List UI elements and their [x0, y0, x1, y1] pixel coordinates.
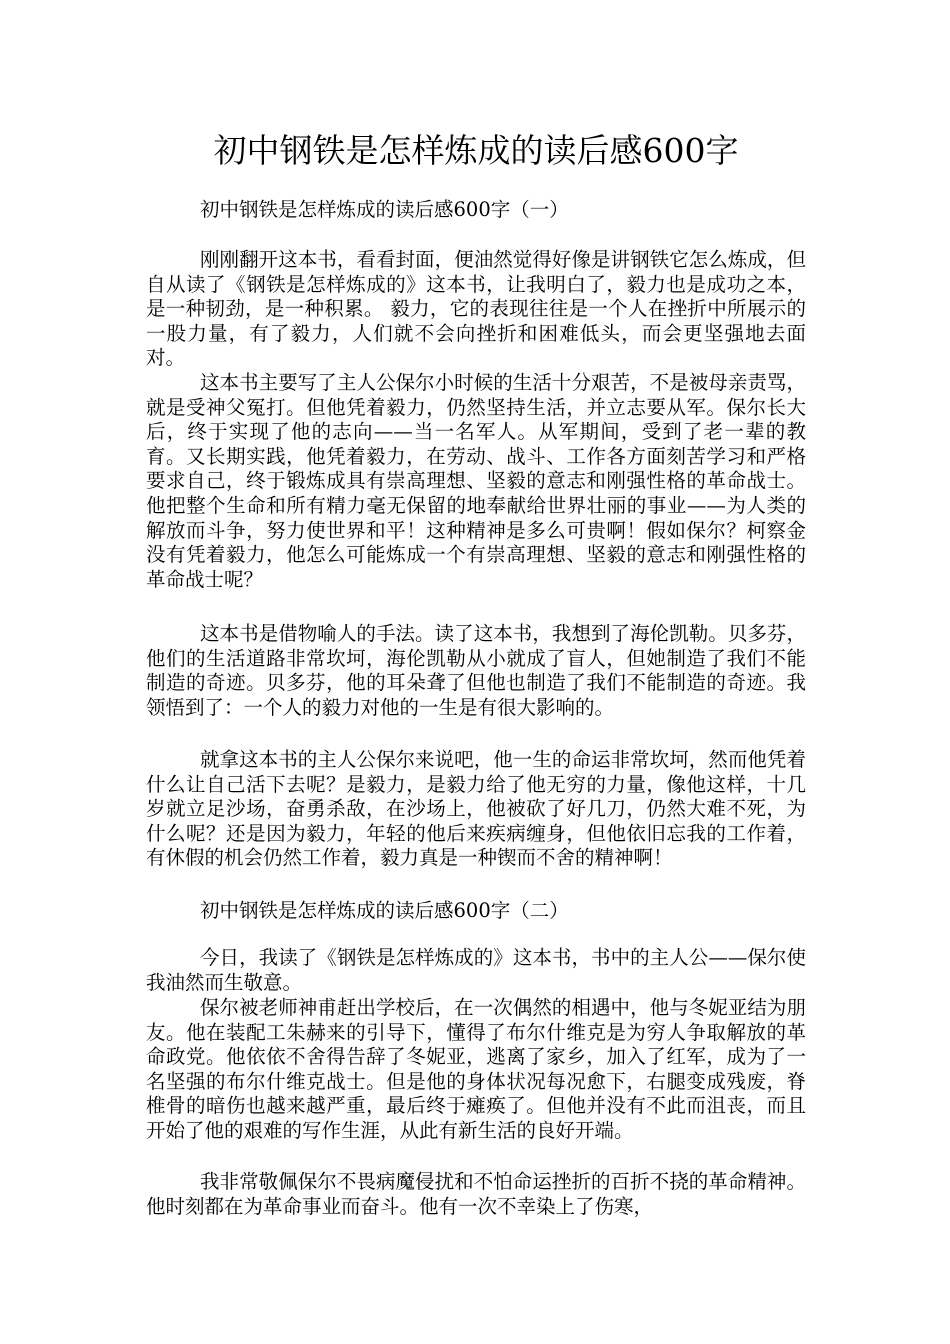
paragraph: 保尔被老师神甫赶出学校后，在一次偶然的相遇中，他与冬妮亚结为朋友。他在装配工朱赫来的引导下，懂得了布尔什维克是为穷人争取解放的革命政党。他依依不舍得告辞了冬妮亚，逃离了家乡，加入了红军，成为了一名坚强的布尔什维克战士。但是他的身体状况每况愈下，右腿变成残废，脊椎骨的暗伤也越来越严重，最后终于瘫痪了。但他并没有不此而沮丧，而且开始了他的艰难的写作生涯，从此有新生活的良好开端。 [146, 996, 806, 1142]
section-heading-2: 初中钢铁是怎样炼成的读后感600字（二） [200, 899, 569, 922]
paragraph: 就拿这本书的主人公保尔来说吧，他一生的命运非常坎坷，然而他凭着什么让自己活下去呢？是毅力，是毅力给了他无穷的力量，像他这样，十几岁就立足沙场，奋勇杀敌，在沙场上，他被砍了好几刀，仍然大难不死，为什么呢？还是因为毅力，年轻的他后来疾病缠身，但他依旧忘我的工作着，有休假的机会仍然工作着，毅力真是一种锲而不舍的精神啊！ [146, 748, 806, 870]
paragraph: 刚刚翻开这本书，看看封面，便油然觉得好像是讲钢铁它怎么炼成，但自从读了《钢铁是怎样炼成的》这本书，让我明白了，毅力也是成功之本，是一种韧劲，是一种积累。 毅力，它的表现往往是一个人在挫折中所展示的一股力量，有了毅力，人们就不会向挫折和困难低头，而会更坚强地去面对。 [146, 248, 806, 370]
page-title: 初中钢铁是怎样炼成的读后感600字 [213, 131, 739, 170]
section-heading-1: 初中钢铁是怎样炼成的读后感600字（一） [200, 198, 569, 221]
paragraph: 这本书是借物喻人的手法。读了这本书，我想到了海伦凯勒。贝多芬，他们的生活道路非常坎坷，海伦凯勒从小就成了盲人，但她制造了我们不能制造的奇迹。贝多芬，他的耳朵聋了但他也制造了我们不能制造的奇迹。我领悟到了：一个人的毅力对他的一生是有很大影响的。 [146, 622, 806, 719]
paragraph: 我非常敬佩保尔不畏病魔侵扰和不怕命运挫折的百折不挠的革命精神。他时刻都在为革命事业而奋斗。他有一次不幸染上了伤寒， [146, 1170, 806, 1218]
paragraph: 这本书主要写了主人公保尔小时候的生活十分艰苦，不是被母亲责骂，就是受神父冤打。但他凭着毅力，仍然坚持生活，并立志要从军。保尔长大后，终于实现了他的志向——当一名军人。从军期间，受到了老一辈的教育。又长期实践，他凭着毅力，在劳动、战斗、工作各方面刻苦学习和严格要求自己，终于锻炼成具有崇高理想、坚毅的意志和刚强性格的革命战士。他把整个生命和所有精力毫无保留的地奉献给世界壮丽的事业——为人类的解放而斗争，努力使世界和平！这种精神是多么可贵啊！假如保尔？柯察金没有凭着毅力，他怎么可能炼成一个有崇高理想、坚毅的意志和刚强性格的革命战士呢？ [146, 371, 806, 591]
paragraph: 今日，我读了《钢铁是怎样炼成的》这本书，书中的主人公——保尔使我油然而生敬意。 [146, 946, 806, 994]
